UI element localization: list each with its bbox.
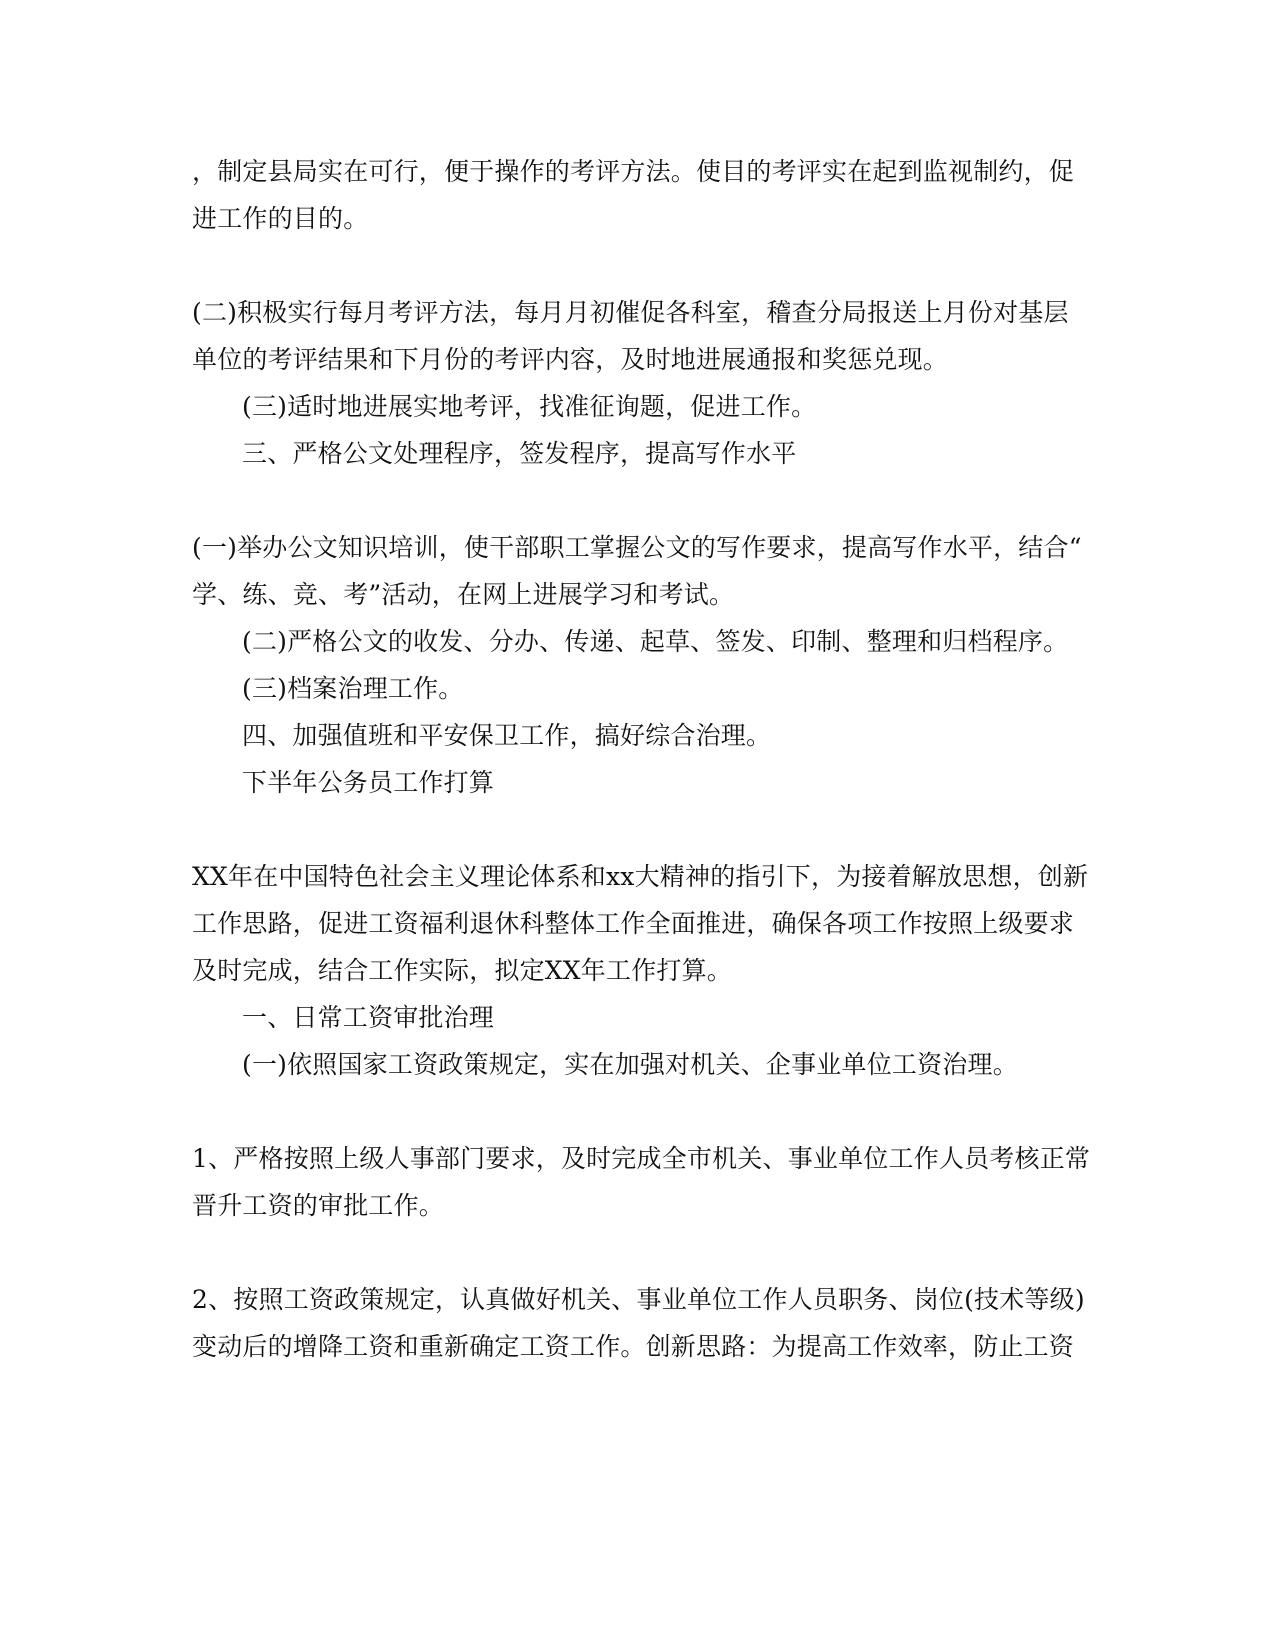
text-line: 工作思路，促进工资福利退休科整体工作全面推进，确保各项工作按照上级要求 [192,909,1075,938]
text-line: 进工作的目的。 [192,204,369,233]
text-line: 1、严格按照上级人事部门要求，及时完成全市机关、事业单位工作人员考核正常 [192,1144,1091,1173]
text-line: 2、按照工资政策规定，认真做好机关、事业单位工作人员职务、岗位(技术等级) [192,1285,1085,1314]
text-line: (二)积极实行每月考评方法，每月月初催促各科室，稽查分局报送上月份对基层 [192,298,1069,327]
text-line: XX年在中国特色社会主义理论体系和xx大精神的指引下，为接着解放思想，创新 [192,862,1089,891]
text-line: ，制定县局实在可行，便于操作的考评方法。使目的考评实在起到监视制约，促 [192,157,1075,186]
text-line: (二)严格公文的收发、分办、传递、起草、签发、印制、整理和归档程序。 [242,627,1069,656]
text-line: 晋升工资的审批工作。 [192,1191,445,1220]
document-title: 下半年公务员工作打算 [242,768,495,797]
text-line: 单位的考评结果和下月份的考评内容，及时地进展通报和奖惩兑现。 [192,345,949,374]
text-line: 及时完成，结合工作实际，拟定XX年工作打算。 [192,956,732,985]
section-heading: 一、日常工资审批治理 [242,1003,495,1032]
text-line: 学、练、竞、考”活动，在网上进展学习和考试。 [192,580,735,609]
text-line: 变动后的增降工资和重新确定工资工作。创新思路：为提高工作效率，防止工资 [192,1332,1075,1361]
text-line: (三)档案治理工作。 [242,674,464,703]
text-line: (一)依照国家工资政策规定，实在加强对机关、企事业单位工资治理。 [242,1050,1018,1079]
section-heading: 三、严格公文处理程序，签发程序，提高写作水平 [242,439,797,468]
section-heading: 四、加强值班和平安保卫工作，搞好综合治理。 [242,721,772,750]
text-line: (三)适时地进展实地考评，找准征询题，促进工作。 [242,392,817,421]
text-line: (一)举办公文知识培训，使干部职工掌握公文的写作要求，提高写作水平，结合“ [192,533,1082,562]
